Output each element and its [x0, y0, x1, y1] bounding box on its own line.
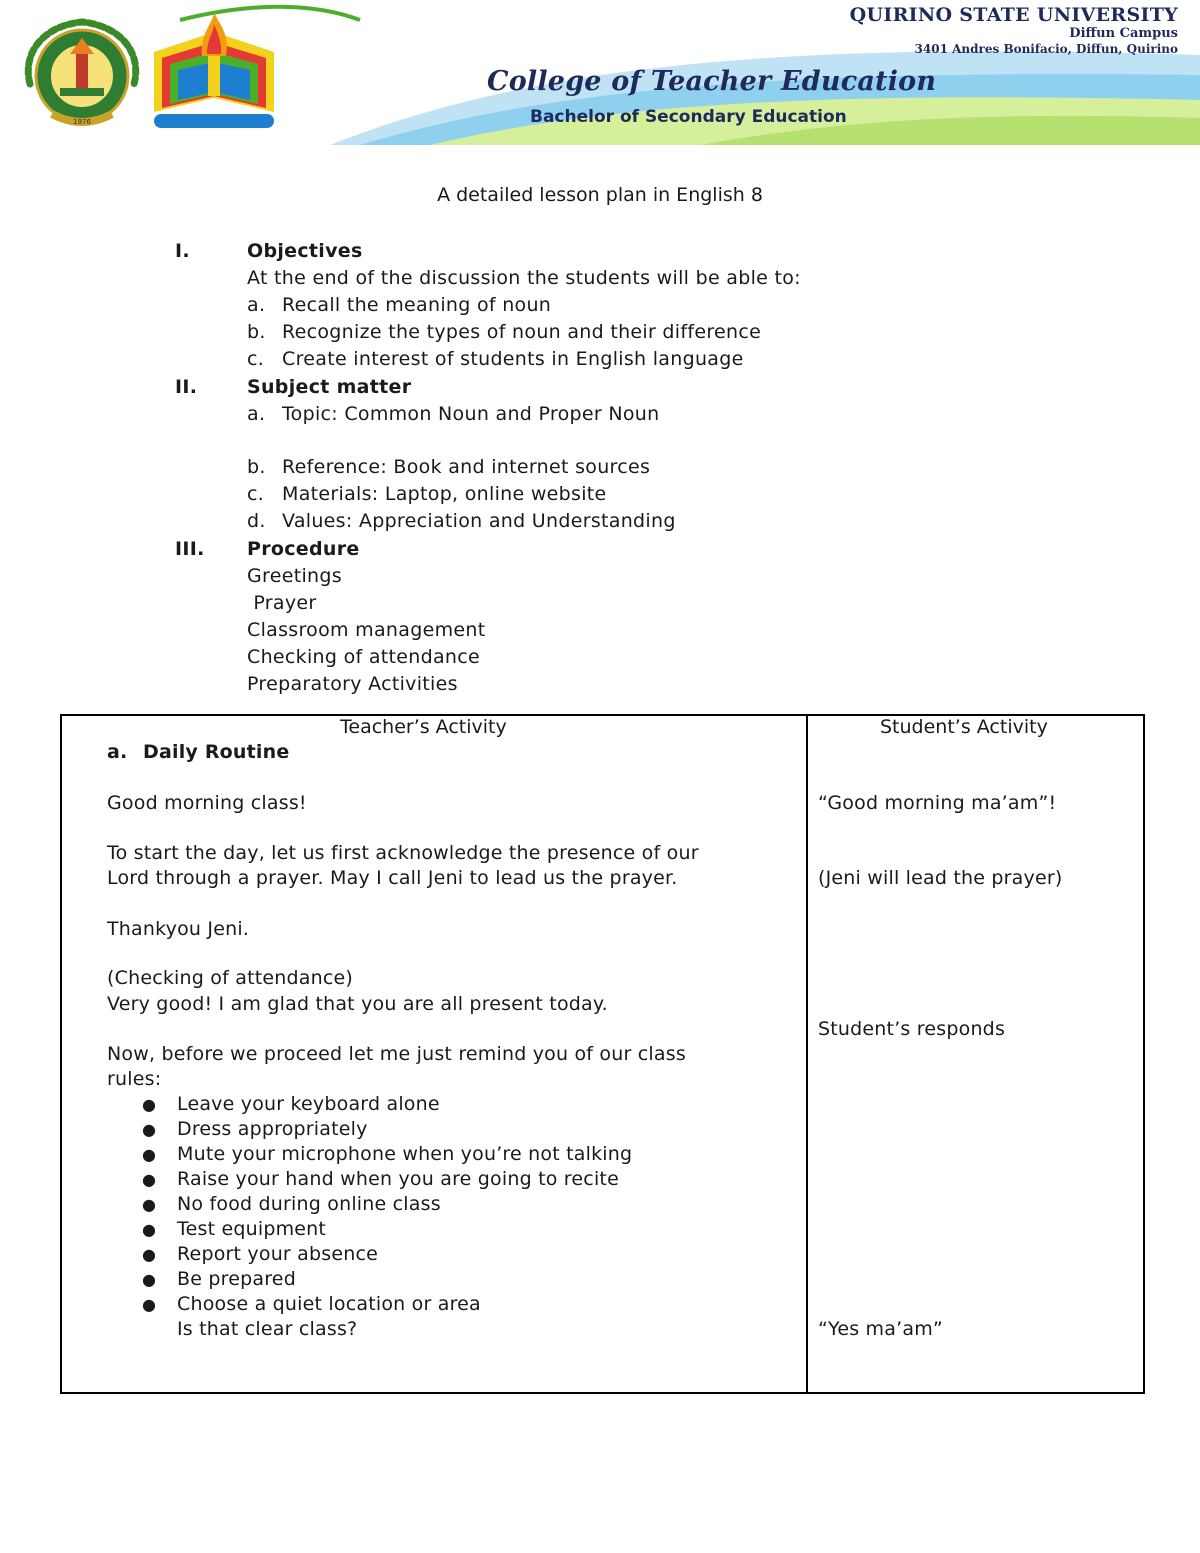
rule-item: No food during online class	[177, 1193, 441, 1215]
section-heading-objectives: Objectives	[247, 240, 363, 262]
teacher-line: Good morning class!	[107, 792, 307, 814]
procedure-item: Preparatory Activities	[247, 673, 458, 695]
teacher-line: To start the day, let us first acknowledge the presence of our	[107, 842, 699, 864]
campus-address: 3401 Andres Bonifacio, Diffun, Quirino	[914, 42, 1178, 56]
bullet-icon: ●	[142, 1120, 156, 1139]
teacher-line: Lord through a prayer. May I call Jeni to lead us the prayer.	[107, 867, 678, 889]
bullet-icon: ●	[142, 1220, 156, 1239]
list-marker: a.	[247, 403, 266, 425]
teacher-line: Now, before we proceed let me just remind you of our class	[107, 1043, 686, 1065]
teacher-line: Is that clear class?	[177, 1318, 358, 1340]
objective-item: Recognize the types of noun and their difference	[282, 321, 762, 343]
bullet-icon: ●	[142, 1295, 156, 1314]
teacher-line: rules:	[107, 1068, 162, 1090]
routine-heading: Daily Routine	[143, 741, 290, 763]
teacher-activity-header: Teacher’s Activity	[340, 716, 507, 738]
procedure-item: Prayer	[247, 592, 317, 614]
document-title: A detailed lesson plan in English 8	[437, 184, 763, 206]
list-marker: d.	[247, 510, 266, 532]
rule-item: Choose a quiet location or area	[177, 1293, 481, 1315]
student-line: “Good morning ma’am”!	[818, 792, 1057, 814]
student-line: “Yes ma’am”	[818, 1318, 943, 1340]
objective-item: Create interest of students in English language	[282, 348, 744, 370]
bullet-icon: ●	[142, 1170, 156, 1189]
list-marker: b.	[247, 456, 266, 478]
student-line: (Jeni will lead the prayer)	[818, 867, 1063, 889]
rule-item: Mute your microphone when you’re not talking	[177, 1143, 633, 1165]
teacher-line: Thankyou Jeni.	[107, 918, 250, 940]
teacher-line: (Checking of attendance)	[107, 967, 354, 989]
section-numeral-subject-matter: II.	[175, 376, 198, 398]
svg-text:1976: 1976	[73, 118, 91, 126]
rule-item: Dress appropriately	[177, 1118, 368, 1140]
objective-item: Recall the meaning of noun	[282, 294, 552, 316]
subject-item: Topic: Common Noun and Proper Noun	[282, 403, 660, 425]
rule-item: Raise your hand when you are going to recite	[177, 1168, 619, 1190]
list-marker: c.	[247, 483, 265, 505]
objectives-intro: At the end of the discussion the students will be able to:	[247, 267, 801, 289]
student-activity-header: Student’s Activity	[880, 716, 1048, 738]
header-banner	[0, 0, 1200, 145]
program-name: Bachelor of Secondary Education	[530, 107, 847, 127]
table-column-divider	[806, 714, 808, 1394]
routine-marker: a.	[107, 741, 128, 763]
list-marker: a.	[247, 294, 266, 316]
rule-item: Test equipment	[177, 1218, 327, 1240]
subject-item: Materials: Laptop, online website	[282, 483, 607, 505]
university-name: QUIRINO STATE UNIVERSITY	[849, 4, 1178, 26]
bullet-icon: ●	[142, 1195, 156, 1214]
rule-item: Be prepared	[177, 1268, 296, 1290]
section-heading-subject-matter: Subject matter	[247, 376, 412, 398]
teacher-line: Very good! I am glad that you are all present today.	[107, 993, 608, 1015]
procedure-item: Classroom management	[247, 619, 486, 641]
rule-item: Leave your keyboard alone	[177, 1093, 440, 1115]
subject-item: Values: Appreciation and Understanding	[282, 510, 676, 532]
list-marker: c.	[247, 348, 265, 370]
subject-item: Reference: Book and internet sources	[282, 456, 651, 478]
section-numeral-procedure: III.	[175, 538, 205, 560]
student-line: Student’s responds	[818, 1018, 1006, 1040]
college-name: College of Teacher Education	[487, 66, 937, 97]
procedure-item: Checking of attendance	[247, 646, 480, 668]
section-numeral-objectives: I.	[175, 240, 190, 262]
university-seal-logo	[12, 14, 152, 132]
section-heading-procedure: Procedure	[247, 538, 360, 560]
procedure-item: Greetings	[247, 565, 342, 587]
college-torch-emblem	[150, 12, 278, 134]
rule-item: Report your absence	[177, 1243, 379, 1265]
bullet-icon: ●	[142, 1145, 156, 1164]
bullet-icon: ●	[142, 1095, 156, 1114]
campus-name: Diffun Campus	[1069, 26, 1178, 41]
list-marker: b.	[247, 321, 266, 343]
bullet-icon: ●	[142, 1245, 156, 1264]
bullet-icon: ●	[142, 1270, 156, 1289]
